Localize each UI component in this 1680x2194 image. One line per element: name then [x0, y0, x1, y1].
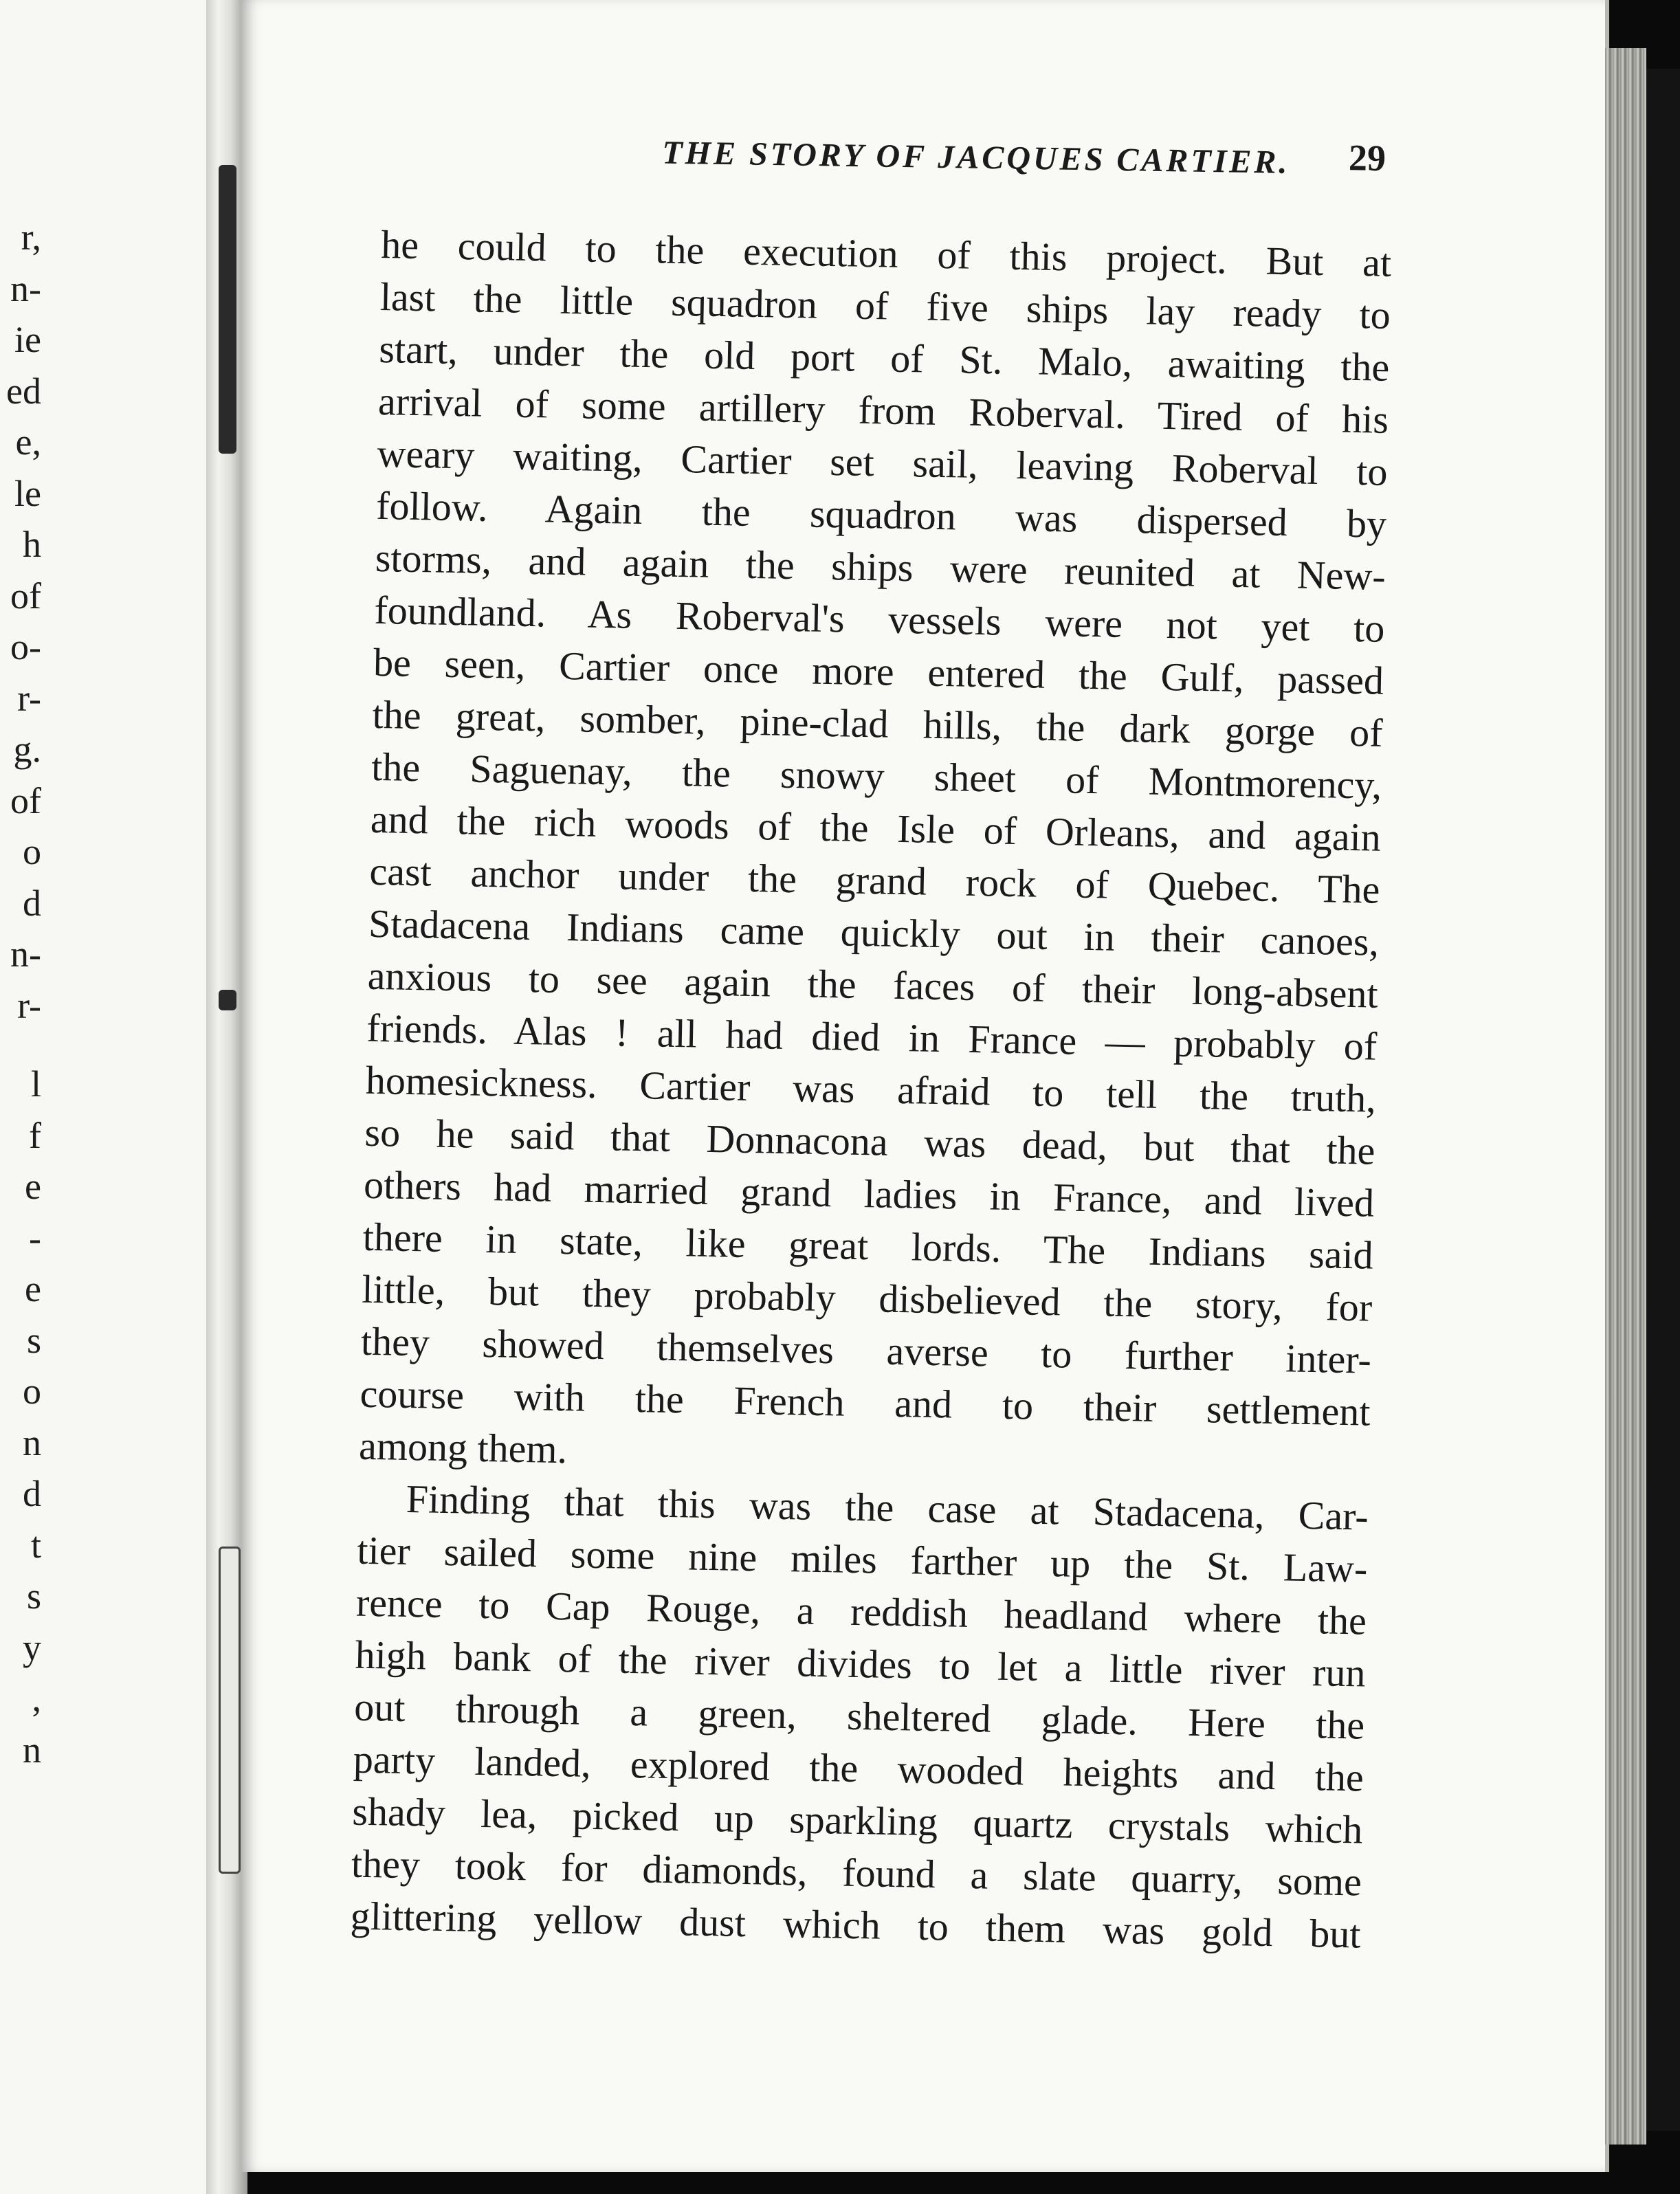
left-page-fragment: t: [30, 1524, 41, 1566]
left-page-fragment: e: [25, 1166, 41, 1207]
text-line: start, under the old port of St. Malo, awaiting the: [378, 326, 1390, 390]
left-page-fragment: ed: [6, 370, 41, 412]
left-page-fragment: g.: [13, 729, 41, 770]
left-page-fragment: d: [23, 882, 41, 924]
text-line: high bank of the river divides to let a little river run: [355, 1632, 1367, 1696]
left-page-fragment: o-: [10, 626, 41, 667]
page-edges: [1605, 48, 1646, 2145]
text-line: among them.: [358, 1423, 568, 1472]
text-line: they took for diamonds, found a slate quarry, some: [351, 1841, 1362, 1905]
left-page-fragment: f: [29, 1114, 41, 1156]
text-line: be seen, Cartier once more entered the Gulf, passed: [373, 639, 1384, 703]
text-line: storms, and again the ships were reunited at New-: [375, 535, 1386, 599]
text-line: homesickness. Cartier was afraid to tell the truth,: [365, 1057, 1377, 1121]
left-page-fragment: o: [23, 1371, 41, 1412]
text-line: out through a green, sheltered glade. Here the: [353, 1684, 1365, 1748]
text-line: he could to the execution of this project. But at: [380, 221, 1392, 285]
left-page-fragment: n: [23, 1729, 41, 1771]
text-line: the great, somber, pine-clad hills, the dark gorge of: [372, 691, 1384, 755]
text-line: glittering yellow dust which to them was gold but: [350, 1893, 1362, 1957]
text-line: follow. Again the squadron was dispersed by: [375, 483, 1387, 546]
text-line: others had married grand ladies in France, and lived: [363, 1162, 1375, 1226]
left-page-fragment: le: [14, 472, 41, 514]
text-line: Stadacena Indians came quickly out in their canoes,: [368, 900, 1380, 964]
text-line: rence to Cap Rouge, a reddish headland where the: [355, 1580, 1367, 1643]
text-line: and the rich woods of the Isle of Orleans, and again: [370, 796, 1382, 860]
text-line: Finding that this was the case at Stadacena, Car-: [406, 1476, 1369, 1539]
left-page-fragment: e,: [15, 421, 41, 463]
left-page-fragment: s: [26, 1319, 41, 1361]
text-line: foundland. As Roberval's vessels were not yet to: [373, 587, 1385, 651]
paragraph: [359, 219, 1392, 1491]
left-page-fragment: l: [30, 1063, 41, 1105]
left-page-fragment: d: [23, 1473, 41, 1514]
left-page-fragment: y: [23, 1626, 41, 1668]
text-line: friends. Alas ! all had died in France — probably of: [366, 1005, 1378, 1069]
text-line: so he said that Donnacona was dead, but that the: [364, 1109, 1375, 1173]
left-page-fragment: s: [26, 1575, 41, 1617]
left-page-fragment: r-: [17, 677, 41, 719]
text-line: little, but they probably disbelieved the story, for: [361, 1266, 1373, 1330]
left-page-fragment: h: [23, 524, 41, 565]
left-page-fragment: of: [10, 575, 41, 617]
binding-stitch: [219, 1547, 241, 1874]
text-line: arrival of some artillery from Roberval. Tired of his: [377, 378, 1389, 442]
text-line: course with the French and to their settlement: [360, 1371, 1371, 1434]
text-line: they showed themselves averse to further inter-: [360, 1318, 1372, 1382]
book-cover-edge: [1646, 69, 1680, 2131]
text-line: cast anchor under the grand rock of Quebec. The: [369, 848, 1380, 912]
text-line: last the little squadron of five ships lay ready to: [379, 274, 1391, 337]
left-page-fragment: -: [29, 1217, 41, 1259]
text-line: party landed, explored the wooded heights and the: [353, 1736, 1364, 1800]
left-page-fragment: o: [23, 831, 41, 872]
paragraph: [350, 1472, 1369, 1961]
text-line: tier sailed some nine miles farther up the St. Law-: [356, 1527, 1368, 1591]
left-page-fragment: n-: [10, 933, 41, 975]
left-page-edge: [0, 0, 220, 2194]
left-page-fragment: ,: [32, 1678, 41, 1719]
text-line: shady lea, picked up sparkling quartz crystals which: [351, 1788, 1363, 1852]
text-line: there in state, like great lords. The Indians said: [362, 1214, 1374, 1278]
page-number: 29: [1348, 137, 1386, 179]
text-line: weary waiting, Cartier set sail, leaving Roberval to: [377, 430, 1389, 494]
left-page-fragment: n-: [10, 267, 41, 309]
left-page-fragment: of: [10, 779, 41, 821]
left-page-fragment: e: [25, 1268, 41, 1309]
left-page-fragment: r-: [17, 984, 41, 1026]
left-page-fragment: r,: [21, 217, 41, 258]
running-header: THE STORY OF JACQUES CARTIER.: [661, 134, 1290, 181]
left-page-fragment: ie: [14, 319, 41, 360]
left-page-fragment: n: [23, 1421, 41, 1463]
binding-thread: [219, 990, 236, 1010]
text-line: anxious to see again the faces of their long-absent: [367, 953, 1379, 1017]
body-text: [350, 219, 1392, 1961]
text-line: the Saguenay, the snowy sheet of Montmorency,: [371, 744, 1382, 808]
binding-thread: [219, 165, 236, 454]
